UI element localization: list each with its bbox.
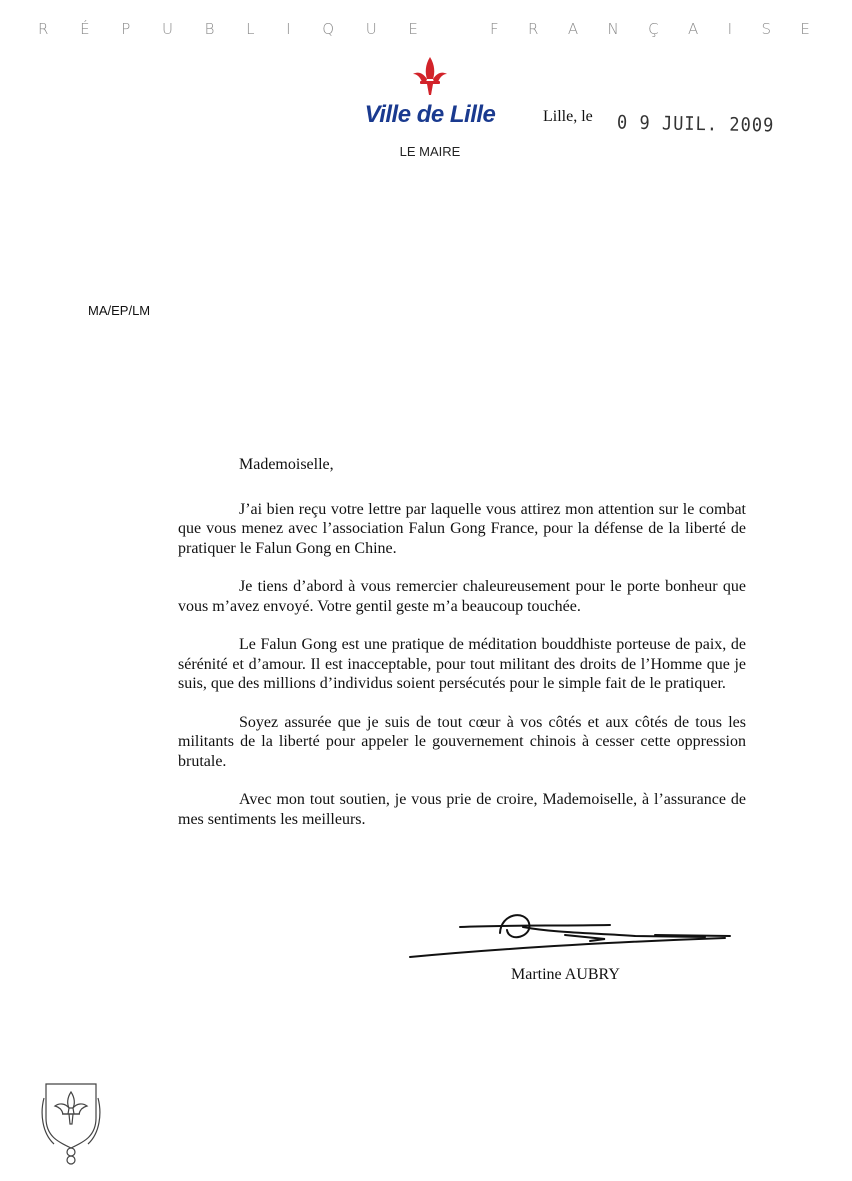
header-letter: A bbox=[688, 20, 699, 38]
header-letter: E bbox=[408, 20, 418, 38]
office-title: LE MAIRE bbox=[399, 144, 461, 159]
header-letter: R bbox=[528, 20, 539, 38]
header-letter: F bbox=[490, 20, 499, 38]
letter-body bbox=[178, 455, 746, 848]
header-letter: É bbox=[80, 20, 90, 38]
francaise-header bbox=[490, 20, 810, 40]
salutation: Mademoiselle, bbox=[239, 456, 334, 473]
header-letter: S bbox=[761, 20, 772, 38]
logo-text: Ville de Lille bbox=[364, 101, 496, 128]
header-letter: B bbox=[204, 20, 215, 38]
header-letter: Q bbox=[322, 20, 335, 38]
paragraph: Le Falun Gong est une pratique de méditation bouddhiste porteuse de paix, de sérénité et d’amour. Il est inacceptable, pour tout militant des droits de l’Homme que je suis, que des millions d’individus soient persécutés pour le simple fait de le pratiquer. bbox=[178, 636, 746, 692]
header-letter: I bbox=[286, 20, 291, 38]
city-logo bbox=[360, 55, 500, 129]
header-letter: L bbox=[246, 20, 255, 38]
republique-header bbox=[38, 20, 418, 40]
city-seal-icon bbox=[40, 1078, 102, 1166]
date-place: Lille, le bbox=[543, 108, 593, 125]
reference-code: MA/EP/LM bbox=[88, 303, 151, 318]
header-letter: I bbox=[727, 20, 733, 38]
fleur-de-lis-icon bbox=[410, 55, 450, 99]
paragraph: Soyez assurée que je suis de tout cœur à vos côtés et aux côtés de tous les militants de la liberté pour appeler le gouvernement chinois à cesser cette oppression brutale. bbox=[178, 713, 746, 770]
paragraph: Avec mon tout soutien, je vous prie de croire, Mademoiselle, à l’assurance de mes sentiments les meilleurs. bbox=[178, 791, 746, 828]
header-letter: Ç bbox=[648, 20, 659, 38]
header-letter: R bbox=[38, 20, 49, 38]
header-letter: U bbox=[161, 20, 173, 38]
header-letter: N bbox=[607, 20, 619, 38]
header-letter: P bbox=[121, 20, 131, 38]
paragraph: Je tiens d’abord à vous remercier chaleureusement pour le porte bonheur que vous m’avez envoyé. Votre gentil geste m’a beaucoup touchée. bbox=[178, 578, 746, 615]
header-letter: A bbox=[567, 20, 579, 38]
date-stamp: 0 9 JUIL. 2009 bbox=[616, 112, 775, 138]
signer-name: Martine AUBRY bbox=[511, 966, 620, 983]
header-letter: E bbox=[800, 20, 810, 38]
paragraph: J’ai bien reçu votre lettre par laquelle vous attirez mon attention sur le combat que vous menez avec l’association Falun Gong France, pour la défense de la liberté de pratiquer le Falun Gong en Chine. bbox=[178, 500, 746, 557]
signature bbox=[405, 905, 740, 965]
header-letter: U bbox=[365, 20, 377, 38]
